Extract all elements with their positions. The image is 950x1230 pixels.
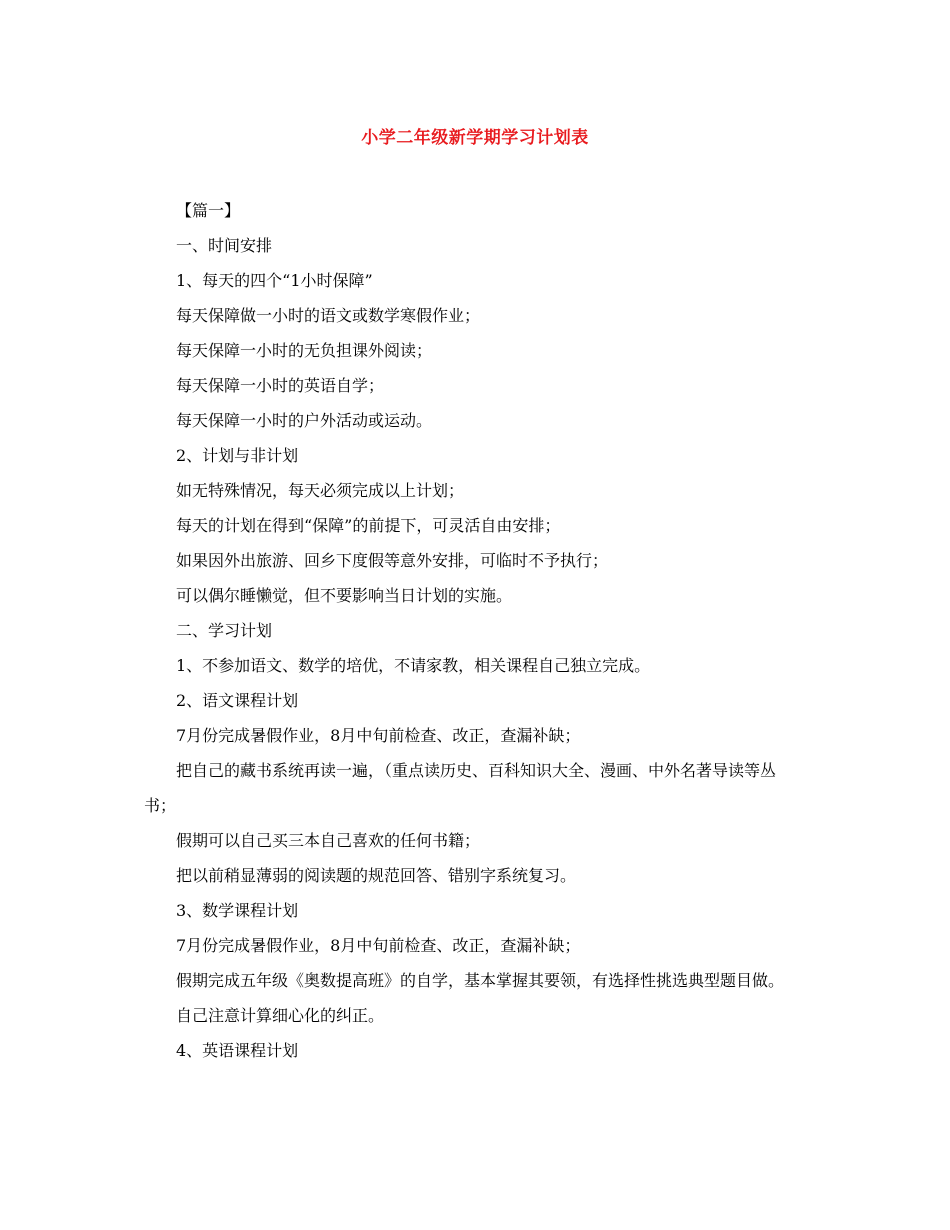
paragraph: 每天保障做一小时的语文或数学寒假作业； [176,306,481,325]
paragraph: 假期可以自己买三本自己喜欢的任何书籍； [176,831,481,850]
paragraph: 7月份完成暑假作业，8月中旬前检查、改正，查漏补缺； [176,726,581,745]
paragraph: 可以偶尔睡懒觉，但不要影响当日计划的实施。 [176,586,513,605]
paragraph: 7月份完成暑假作业，8月中旬前检查、改正，查漏补缺； [176,936,581,955]
subheading-math-plan: 3、数学课程计划 [176,901,299,920]
paragraph: 如果因外出旅游、回乡下度假等意外安排，可临时不予执行； [176,551,609,570]
paragraph: 每天保障一小时的户外活动或运动。 [176,411,433,430]
paragraph: 自己注意计算细心化的纠正。 [176,1006,385,1025]
heading-time-arrangement: 一、时间安排 [176,236,273,255]
paragraph: 每天保障一小时的无负担课外阅读； [176,341,433,360]
heading-study-plan: 二、学习计划 [176,621,273,640]
paragraph: 每天的计划在得到“保障”的前提下，可灵活自由安排； [176,516,561,535]
paragraph: 把自己的藏书系统再读一遍，（重点读历史、百科知识大全、漫画、中外名著导读等丛书； [144,761,777,815]
paragraph: 假期完成五年级《奥数提高班》的自学，基本掌握其要领，有选择性挑选典型题目做。 [176,971,785,990]
subheading-plan: 2、计划与非计划 [176,446,299,465]
section-heading: 【篇一】 [176,201,241,220]
paragraph: 1、不参加语文、数学的培优，不请家教，相关课程自己独立完成。 [176,656,651,675]
paragraph: 每天保障一小时的英语自学； [176,376,385,395]
paragraph: 如无特殊情况，每天必须完成以上计划； [176,481,465,500]
document-title: 小学二年级新学期学习计划表 [361,128,589,148]
paragraph: 把以前稍显薄弱的阅读题的规范回答、错别字系统复习。 [176,866,577,885]
subheading-chinese-plan: 2、语文课程计划 [176,691,299,710]
subheading-english-plan: 4、英语课程计划 [176,1041,299,1060]
document-body [144,193,804,1068]
subheading-daily-guarantee: 1、每天的四个“1小时保障” [176,271,373,290]
